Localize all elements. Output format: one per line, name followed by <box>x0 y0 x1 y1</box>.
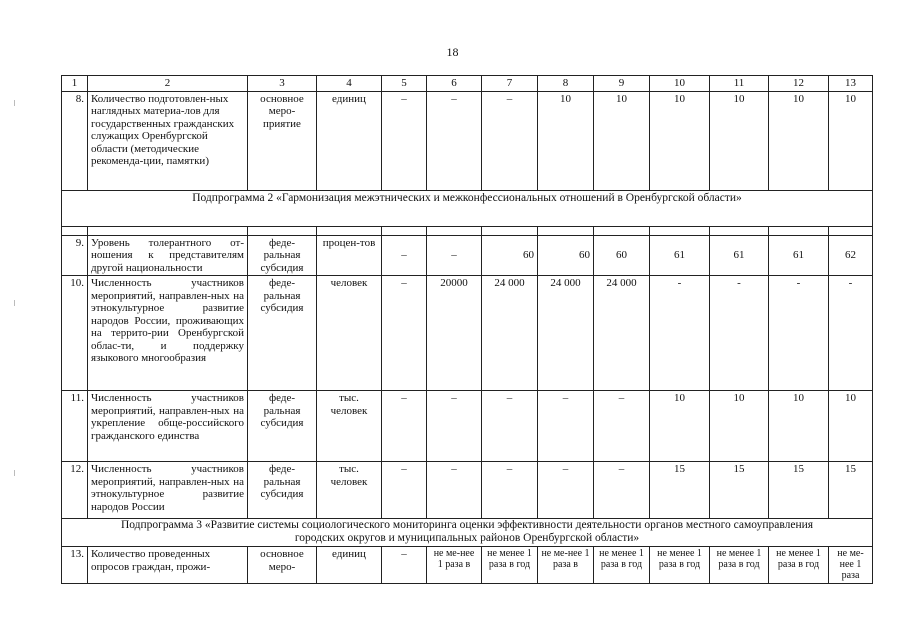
indicator-type: основное меро- <box>248 547 317 584</box>
indicators-table <box>61 75 873 584</box>
value-cell: не менее 1 раза в год <box>594 547 650 584</box>
header-cell: 7 <box>482 76 538 92</box>
empty-cell <box>829 226 873 235</box>
indicator-type: основное меро-приятие <box>248 91 317 190</box>
header-cell: 4 <box>317 76 382 92</box>
table-row <box>62 391 873 462</box>
table-row <box>62 276 873 391</box>
indicator-name: Уровень толерантного от-ношения к представителям другой национальности <box>88 235 248 276</box>
empty-cell <box>594 226 650 235</box>
value-cell: – <box>427 462 482 519</box>
indicator-name: Численность участников мероприятий, направлен-ных на этнокультурное развитие народов России <box>88 462 248 519</box>
value-cell: не менее 1 раза в год <box>482 547 538 584</box>
indicator-name: Численность участников мероприятий, направлен-ных на этнокультурное развитие народов России, проживающих на террито-рии Оренбургской облас-ти, и поддержку языкового многообразия <box>88 276 248 391</box>
empty-cell <box>62 226 88 235</box>
value-cell: 15 <box>829 462 873 519</box>
unit-cell: процен-тов <box>317 235 382 276</box>
empty-cell <box>710 226 769 235</box>
value-cell: – <box>382 547 427 584</box>
value-cell: 61 <box>650 235 710 276</box>
header-cell: 2 <box>88 76 248 92</box>
value-cell: 10 <box>594 91 650 190</box>
header-cell: 1 <box>62 76 88 92</box>
row-number: 9. <box>62 235 88 276</box>
header-cell: 6 <box>427 76 482 92</box>
value-cell: - <box>650 276 710 391</box>
value-cell: – <box>382 276 427 391</box>
value-cell: – <box>382 235 427 276</box>
indicator-type: феде-ральная субсидия <box>248 235 317 276</box>
empty-cell <box>382 226 427 235</box>
value-cell: – <box>382 462 427 519</box>
table-row <box>62 235 873 276</box>
indicator-type: феде-ральная субсидия <box>248 276 317 391</box>
value-cell: - <box>829 276 873 391</box>
value-cell: – <box>427 235 482 276</box>
value-cell: – <box>538 462 594 519</box>
value-cell: 10 <box>538 91 594 190</box>
value-cell: не менее 1 раза в год <box>710 547 769 584</box>
value-cell: - <box>710 276 769 391</box>
value-cell: 15 <box>650 462 710 519</box>
header-cell: 10 <box>650 76 710 92</box>
row-number: 8. <box>62 91 88 190</box>
header-cell: 11 <box>710 76 769 92</box>
row-number: 12. <box>62 462 88 519</box>
value-cell: 10 <box>710 391 769 462</box>
value-cell: - <box>769 276 829 391</box>
header-cell: 9 <box>594 76 650 92</box>
value-cell: не ме-нее 1 раза <box>829 547 873 584</box>
unit-cell: человек <box>317 276 382 391</box>
empty-cell <box>317 226 382 235</box>
value-cell: 10 <box>769 91 829 190</box>
unit-cell: тыс. человек <box>317 391 382 462</box>
table-row <box>62 547 873 584</box>
value-cell: 60 <box>594 235 650 276</box>
row-number: 11. <box>62 391 88 462</box>
subprogram-title: Подпрограмма 3 «Развитие системы социологического мониторинга оценки эффективности деятельности органов местного самоуправления городских округов и муниципальных районов Оренбургской области» <box>62 519 873 547</box>
unit-cell: единиц <box>317 547 382 584</box>
spacer-row <box>62 226 873 235</box>
value-cell: 10 <box>710 91 769 190</box>
value-cell: 24 000 <box>538 276 594 391</box>
table-row <box>62 91 873 190</box>
empty-cell <box>538 226 594 235</box>
value-cell: 24 000 <box>482 276 538 391</box>
page-number: 18 <box>446 45 459 59</box>
empty-cell <box>769 226 829 235</box>
value-cell: 10 <box>650 391 710 462</box>
value-cell: – <box>427 91 482 190</box>
subprogram-title: Подпрограмма 2 «Гармонизация межэтнических и межконфессиональных отношений в Оренбургской области» <box>62 190 873 226</box>
indicator-name: Численность участников мероприятий, направлен-ных на укрепление обще-российского гражданского единства <box>88 391 248 462</box>
value-cell: – <box>382 91 427 190</box>
indicator-name: Количество подготовлен-ных наглядных материа-лов для государственных гражданских служащих Оренбургской области (методические рекоменда-ции, памятки) <box>88 91 248 190</box>
indicator-type: феде-ральная субсидия <box>248 462 317 519</box>
value-cell: 60 <box>538 235 594 276</box>
indicator-type: феде-ральная субсидия <box>248 391 317 462</box>
value-cell: не менее 1 раза в год <box>769 547 829 584</box>
value-cell: 10 <box>829 91 873 190</box>
value-cell: 62 <box>829 235 873 276</box>
table-header-row <box>62 76 873 92</box>
value-cell: – <box>482 91 538 190</box>
margin-mark <box>14 470 15 476</box>
value-cell: – <box>594 462 650 519</box>
value-cell: 15 <box>769 462 829 519</box>
empty-cell <box>427 226 482 235</box>
row-number: 10. <box>62 276 88 391</box>
value-cell: – <box>427 391 482 462</box>
subprogram-row <box>62 190 873 226</box>
unit-cell: тыс. человек <box>317 462 382 519</box>
empty-cell <box>482 226 538 235</box>
value-cell: – <box>482 391 538 462</box>
header-cell: 5 <box>382 76 427 92</box>
value-cell: не менее 1 раза в год <box>650 547 710 584</box>
value-cell: 20000 <box>427 276 482 391</box>
value-cell: 15 <box>710 462 769 519</box>
table-row <box>62 462 873 519</box>
value-cell: 61 <box>710 235 769 276</box>
empty-cell <box>650 226 710 235</box>
empty-cell <box>248 226 317 235</box>
value-cell: 10 <box>650 91 710 190</box>
header-cell: 12 <box>769 76 829 92</box>
value-cell: – <box>482 462 538 519</box>
value-cell: 24 000 <box>594 276 650 391</box>
subprogram-row <box>62 519 873 547</box>
indicator-name: Количество проведенных опросов граждан, прожи- <box>88 547 248 584</box>
value-cell: не ме-нее 1 раза в <box>538 547 594 584</box>
header-cell: 3 <box>248 76 317 92</box>
value-cell: – <box>382 391 427 462</box>
margin-mark <box>14 100 15 106</box>
unit-cell: единиц <box>317 91 382 190</box>
value-cell: – <box>538 391 594 462</box>
header-cell: 8 <box>538 76 594 92</box>
value-cell: 10 <box>829 391 873 462</box>
margin-mark <box>14 300 15 306</box>
value-cell: 60 <box>482 235 538 276</box>
value-cell: – <box>594 391 650 462</box>
value-cell: 10 <box>769 391 829 462</box>
header-cell: 13 <box>829 76 873 92</box>
row-number: 13. <box>62 547 88 584</box>
value-cell: не ме-нее 1 раза в <box>427 547 482 584</box>
empty-cell <box>88 226 248 235</box>
value-cell: 61 <box>769 235 829 276</box>
